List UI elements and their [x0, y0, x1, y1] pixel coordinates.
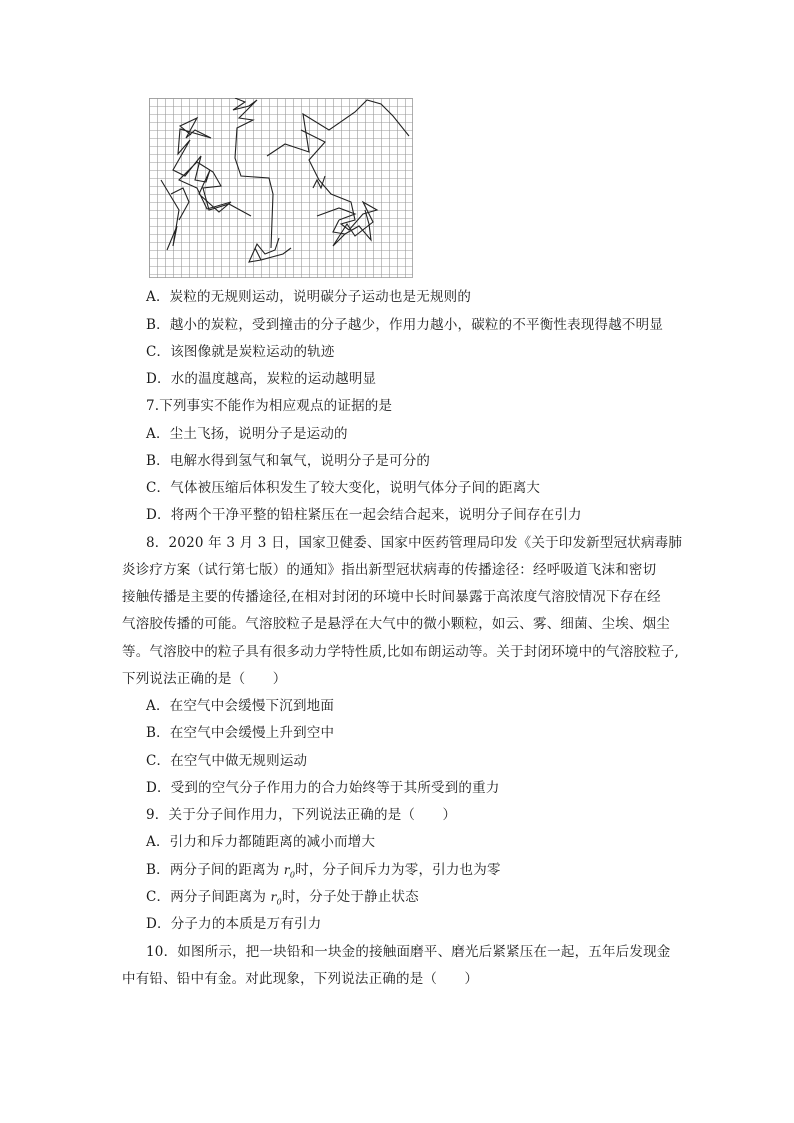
grid-lines	[149, 98, 413, 278]
q6-option-b: B．越小的炭粒，受到撞击的分子越少，作用力越小，碳粒的不平衡性表现得越不明显	[146, 317, 664, 333]
q8-option-d: D．受到的空气分子作用力的合力始终等于其所受到的重力	[146, 780, 500, 796]
r-subscript: 0	[289, 870, 296, 880]
q8-option-a: A．在空气中会缓慢下沉到地面	[146, 698, 335, 714]
q9-stem: 9．关于分子间作用力，下列说法正确的是（ ）	[146, 807, 457, 823]
q7-option-d: D．将两个干净平整的铅柱紧压在一起会结合起来，说明分子间存在引力	[146, 507, 582, 523]
q8-text-line: 接触传播是主要的传播途径,在相对封闭的环境中长时间暴露于高浓度气溶胶情况下存在经	[122, 589, 661, 605]
q9-option-b-prefix: B．两分子间的距离为	[146, 862, 284, 878]
q9-option-c-suffix: 时，分子处于静止状态	[281, 889, 419, 905]
q7-stem: 7.下列事实不能作为相应观点的证据的是	[146, 398, 393, 414]
q10-text-line: 10．如图所示，把一块铅和一块金的接触面磨平、磨光后紧紧压在一起，五年后发现金	[146, 944, 671, 960]
q9-option-b-suffix: 时，分子间斥力为零，引力也为零	[295, 862, 501, 878]
q6-option-d: D．水的温度越高，炭粒的运动越明显	[146, 371, 377, 387]
q9-option-a: A．引力和斥力都随距离的减小而增大	[146, 834, 376, 850]
q9-option-d: D．分子力的本质是万有引力	[146, 916, 322, 932]
q10-text-line: 中有铅、铅中有金。对此现象，下列说法正确的是（ ）	[122, 971, 479, 987]
q6-option-c: C．该图像就是炭粒运动的轨迹	[146, 344, 335, 360]
particle-trajectory	[267, 100, 409, 156]
particle-trajectory	[333, 220, 345, 234]
r0-symbol	[270, 890, 282, 907]
particle-trajectory	[161, 180, 179, 250]
q8-text-line: 炎诊疗方案（试行第七版）的通知》指出新型冠状病毒的传播途径：经呼吸道飞沫和密切	[122, 562, 657, 578]
trajectory-grid-svg	[149, 98, 413, 278]
q8-text-line: 气溶胶传播的可能。气溶胶粒子是悬浮在大气中的微小颗粒，如云、雾、细菌、尘埃、烟尘	[122, 616, 670, 632]
r-letter: r	[270, 890, 277, 904]
particle-trajectory	[173, 118, 251, 216]
r0-symbol	[283, 863, 296, 880]
particle-trajectory	[233, 98, 273, 248]
q8-option-b: B．在空气中会缓慢上升到空中	[146, 725, 335, 741]
q7-option-a: A．尘土飞扬，说明分子是运动的	[146, 426, 348, 442]
q8-text-line: 等。气溶胶中的粒子具有很多动力学特性质,比如布朗运动等。关于封闭环境中的气溶胶粒子,	[122, 644, 679, 660]
q7-option-b: B．电解水得到氢气和氧气，说明分子是可分的	[146, 453, 431, 469]
q9-option-c-prefix: C．两分子间距离为	[146, 889, 271, 905]
r-letter: r	[283, 863, 290, 877]
q8-text-line: 8．2020 年 3 月 3 日，国家卫健委、国家中医药管理局印发《关于印发新型冠状病毒肺	[146, 535, 683, 551]
r-subscript: 0	[276, 897, 282, 907]
q8-option-c: C．在空气中做无规则运动	[146, 753, 308, 769]
q6-option-a: A．炭粒的无规则运动，说明碳分子运动也是无规则的	[146, 289, 472, 305]
brownian-motion-figure	[149, 98, 413, 278]
q8-text-line: 下列说法正确的是（ ）	[122, 671, 287, 687]
q9-option-b	[146, 861, 501, 884]
q7-option-c: C．气体被压缩后体积发生了较大变化，说明气体分子间的距离大	[146, 480, 541, 496]
q9-option-c	[146, 888, 419, 911]
